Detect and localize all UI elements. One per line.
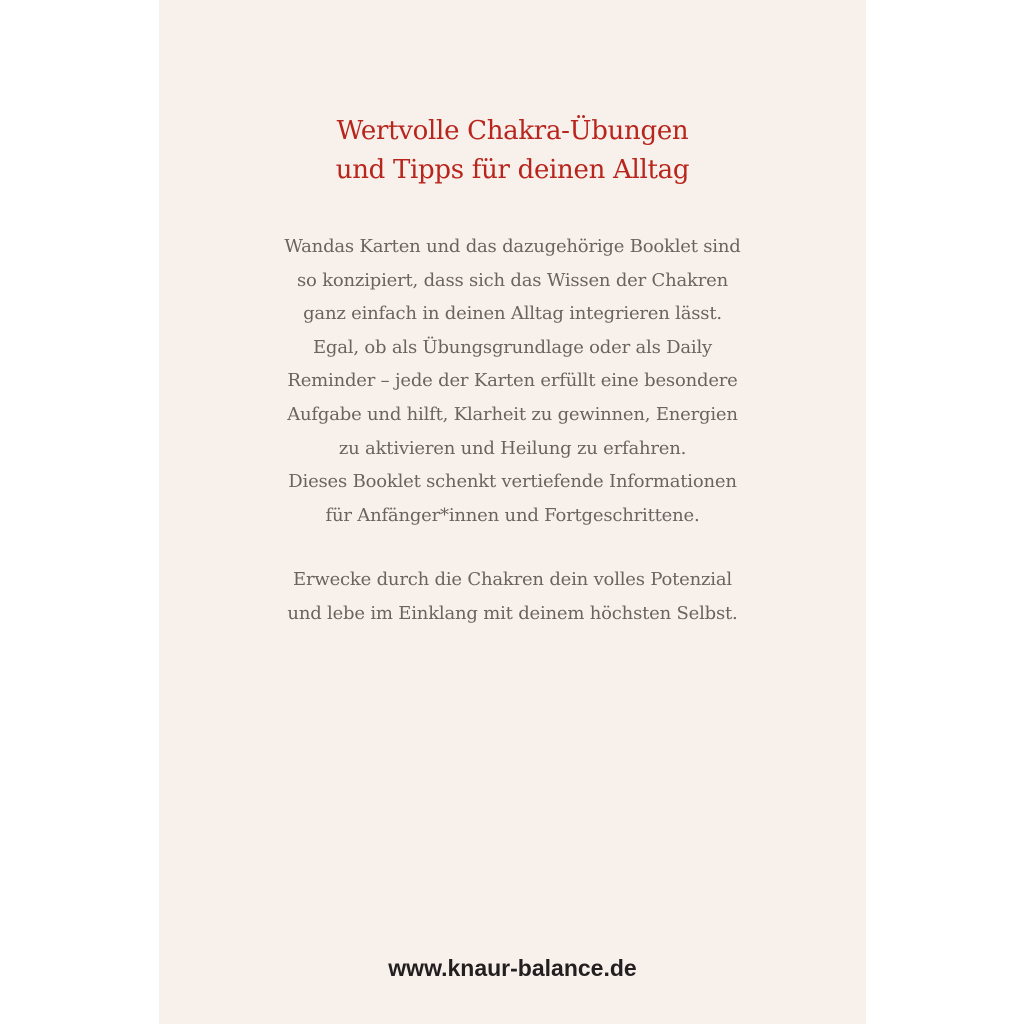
headline	[159, 112, 866, 190]
closing-line: und lebe im Einklang mit deinem höchsten Selbst.	[287, 602, 738, 624]
intro-line: so konzipiert, dass sich das Wissen der Chakren	[297, 269, 728, 291]
intro-line: für Anfänger*innen und Fortgeschrittene.	[325, 504, 700, 526]
intro-paragraph	[159, 230, 866, 532]
closing-paragraph	[159, 563, 866, 630]
headline-line: und Tipps für deinen Alltag	[335, 155, 690, 185]
intro-line: Aufgabe und hilft, Klarheit zu gewinnen, Energien	[287, 403, 738, 425]
intro-line: Wandas Karten und das dazugehörige Booklet sind	[284, 236, 741, 257]
intro-line: zu aktivieren und Heilung zu erfahren.	[338, 437, 687, 459]
website-url: www.knaur-balance.de	[388, 955, 637, 981]
intro-line: Egal, ob als Übungsgrundlage oder als Daily	[312, 336, 712, 358]
intro-line: Reminder – jede der Karten erfüllt eine besondere	[287, 370, 738, 392]
back-cover-card	[159, 0, 866, 1024]
intro-line: Dieses Booklet schenkt vertiefende Informationen	[288, 471, 737, 493]
intro-line: ganz einfach in deinen Alltag integrieren lässt.	[303, 303, 722, 325]
closing-line: Erwecke durch die Chakren dein volles Potenzial	[293, 569, 732, 590]
headline-line: Wertvolle Chakra-Übungen	[336, 116, 689, 146]
